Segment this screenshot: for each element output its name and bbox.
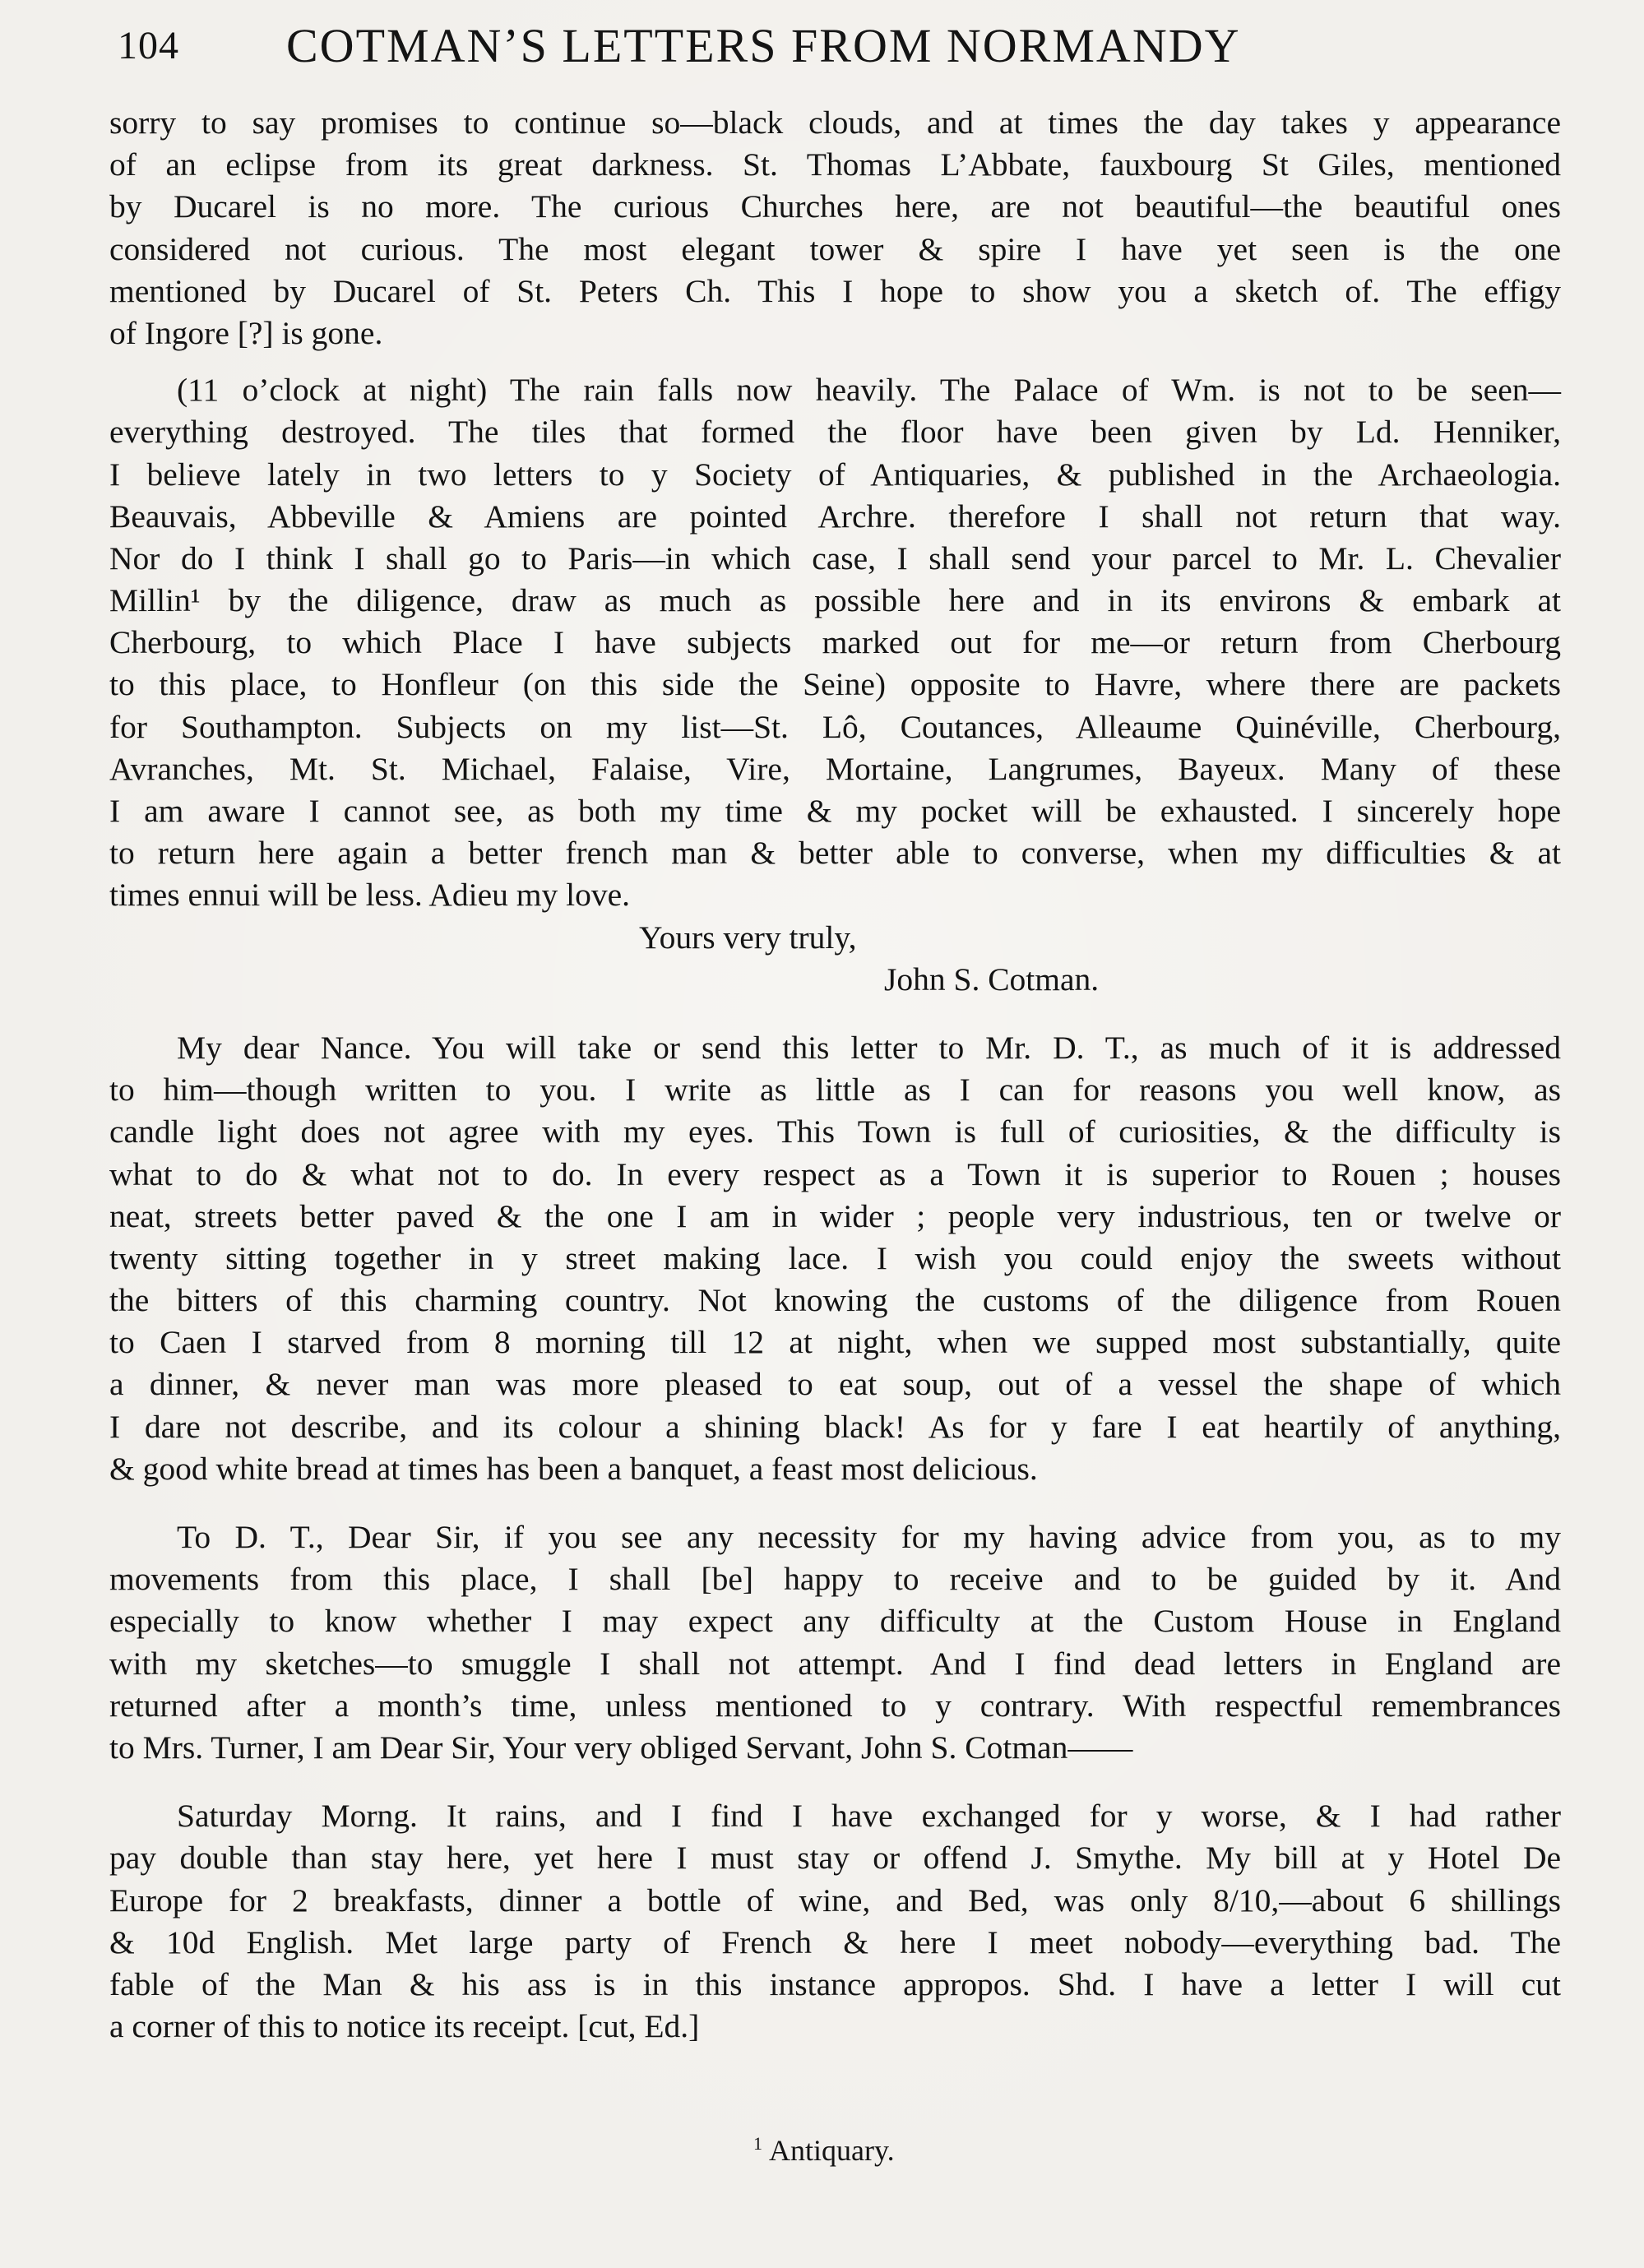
running-head: COTMAN’S LETTERS FROM NORMANDY — [286, 19, 1241, 72]
letter-signature: John S. Cotman. — [884, 960, 1100, 997]
text-line: returned after a month’s time, unless mentioned to y contrary. With respectful remembrances — [109, 1687, 1561, 1724]
text-line: Europe for 2 breakfasts, dinner a bottle of wine, and Bed, was only 8/10,—about 6 shillings — [109, 1882, 1561, 1919]
text-line: pay double than stay here, yet here I must stay or offend J. Smythe. My bill at y Hotel De — [109, 1840, 1561, 1877]
text-line: Avranches, Mt. St. Michael, Falaise, Vire, Mortaine, Langrumes, Bayeux. Many of these — [109, 750, 1561, 787]
text-line: Cherbourg, to which Place I have subjects marked out for me—or return from Cherbourg — [109, 624, 1561, 661]
text-line: everything destroyed. The tiles that formed the floor have been given by Ld. Henniker, — [109, 414, 1561, 451]
text-line: & 10d English. Met large party of French & here I meet nobody—everything bad. The — [109, 1923, 1561, 1960]
text-line: movements from this place, I shall [be] happy to receive and to be guided by it. And — [109, 1561, 1561, 1598]
text-line: I am aware I cannot see, as both my time & my pocket will be exhausted. I sincerely hope — [109, 793, 1561, 829]
text-line: Beauvais, Abbeville & Amiens are pointed Archre. therefore I shall not return that way. — [109, 498, 1561, 535]
text-line: fable of the Man & his ass is in this instance appropos. Shd. I have a letter I will cut — [109, 1965, 1561, 2002]
text-line: To D. T., Dear Sir, if you see any necessity for my having advice from you, as to my — [177, 1519, 1561, 1555]
text-line: mentioned by Ducarel of St. Peters Ch. This I hope to show you a sketch of. The effigy — [109, 272, 1561, 309]
text-line: to him—though written to you. I write as little as I can for reasons you well know, as — [109, 1072, 1561, 1109]
paragraph-gap — [109, 1769, 1561, 1795]
text-line: of Ingore [?] is gone. — [109, 314, 383, 351]
text-line: sorry to say promises to continue so—black clouds, and at times the day takes y appearance — [109, 104, 1561, 141]
text-line: neat, streets better paved & the one I am in wider ; people very industrious, ten or twelve or — [109, 1197, 1561, 1234]
text-line: Saturday Morng. It rains, and I find I have exchanged for y worse, & I had rather — [177, 1798, 1561, 1835]
text-line: the bitters of this charming country. Not knowing the customs of the diligence from Rouen — [109, 1282, 1561, 1319]
text-line: I dare not describe, and its colour a shining black! As for y fare I eat heartily of anything, — [109, 1408, 1561, 1445]
text-line: Nor do I think I shall go to Paris—in which case, I shall send your parcel to Mr. L. Chevalier — [109, 539, 1561, 576]
text-line: candle light does not agree with my eyes. This Town is full of curiosities, & the difficulty is — [109, 1113, 1561, 1150]
text-line: considered not curious. The most elegant tower & spire I have yet seen is the one — [109, 230, 1561, 267]
body-text — [109, 102, 1561, 2048]
text-line: a dinner, & never man was more pleased to eat soup, out of a vessel the shape of which — [109, 1366, 1561, 1403]
text-line: twenty sitting together in y street making lace. I wish you could enjoy the sweets without — [109, 1239, 1561, 1276]
text-line: (11 o’clock at night) The rain falls now heavily. The Palace of Wm. is not to be seen— — [177, 372, 1561, 409]
text-line: a corner of this to notice its receipt. [cut, Ed.] — [109, 2008, 700, 2045]
text-line: to this place, to Honfleur (on this side the Seine) opposite to Havre, where there are packets — [109, 666, 1561, 703]
footnote — [753, 2133, 895, 2168]
text-line: of an eclipse from its great darkness. St. Thomas L’Abbate, fauxbourg St Giles, mentioned — [109, 146, 1561, 183]
paragraph-gap — [109, 1490, 1561, 1516]
footnote-mark: 1 — [753, 2133, 762, 2154]
text-line: for Southampton. Subjects on my list—St. Lô, Coutances, Alleaume Quinéville, Cherbourg, — [109, 708, 1561, 745]
paragraph-gap — [109, 1001, 1561, 1027]
footnote-text: Antiquary. — [769, 2134, 895, 2167]
text-line: times ennui will be less. Adieu my love. — [109, 877, 631, 914]
page-number: 104 — [118, 24, 179, 67]
paragraph-gap — [109, 354, 1561, 369]
text-line: to return here again a better french man & better able to converse, when my difficulties & at — [109, 835, 1561, 872]
text-line: & good white bread at times has been a banquet, a feast most delicious. — [109, 1450, 1038, 1487]
text-line: Millin¹ by the diligence, draw as much as possible here and in its environs & embark at — [109, 582, 1561, 619]
page-header — [118, 18, 1565, 76]
text-line: by Ducarel is no more. The curious Churches here, are not beautiful—the beautiful ones — [109, 188, 1561, 225]
text-line: My dear Nance. You will take or send this letter to Mr. D. T., as much of it is addressed — [177, 1029, 1561, 1066]
text-line: to Caen I starved from 8 morning till 12 at night, when we supped most substantially, quite — [109, 1324, 1561, 1361]
letter-closing: Yours very truly, — [639, 919, 857, 956]
text-line: to Mrs. Turner, I am Dear Sir, Your very obliged Servant, John S. Cotman—— — [109, 1729, 1133, 1766]
text-line: I believe lately in two letters to y Society of Antiquaries, & published in the Archaeologia. — [109, 456, 1561, 493]
text-line: especially to know whether I may expect any difficulty at the Custom House in England — [109, 1603, 1561, 1640]
text-line: with my sketches—to smuggle I shall not attempt. And I find dead letters in England are — [109, 1645, 1561, 1682]
text-line: what to do & what not to do. In every respect as a Town it is superior to Rouen ; houses — [109, 1155, 1561, 1192]
